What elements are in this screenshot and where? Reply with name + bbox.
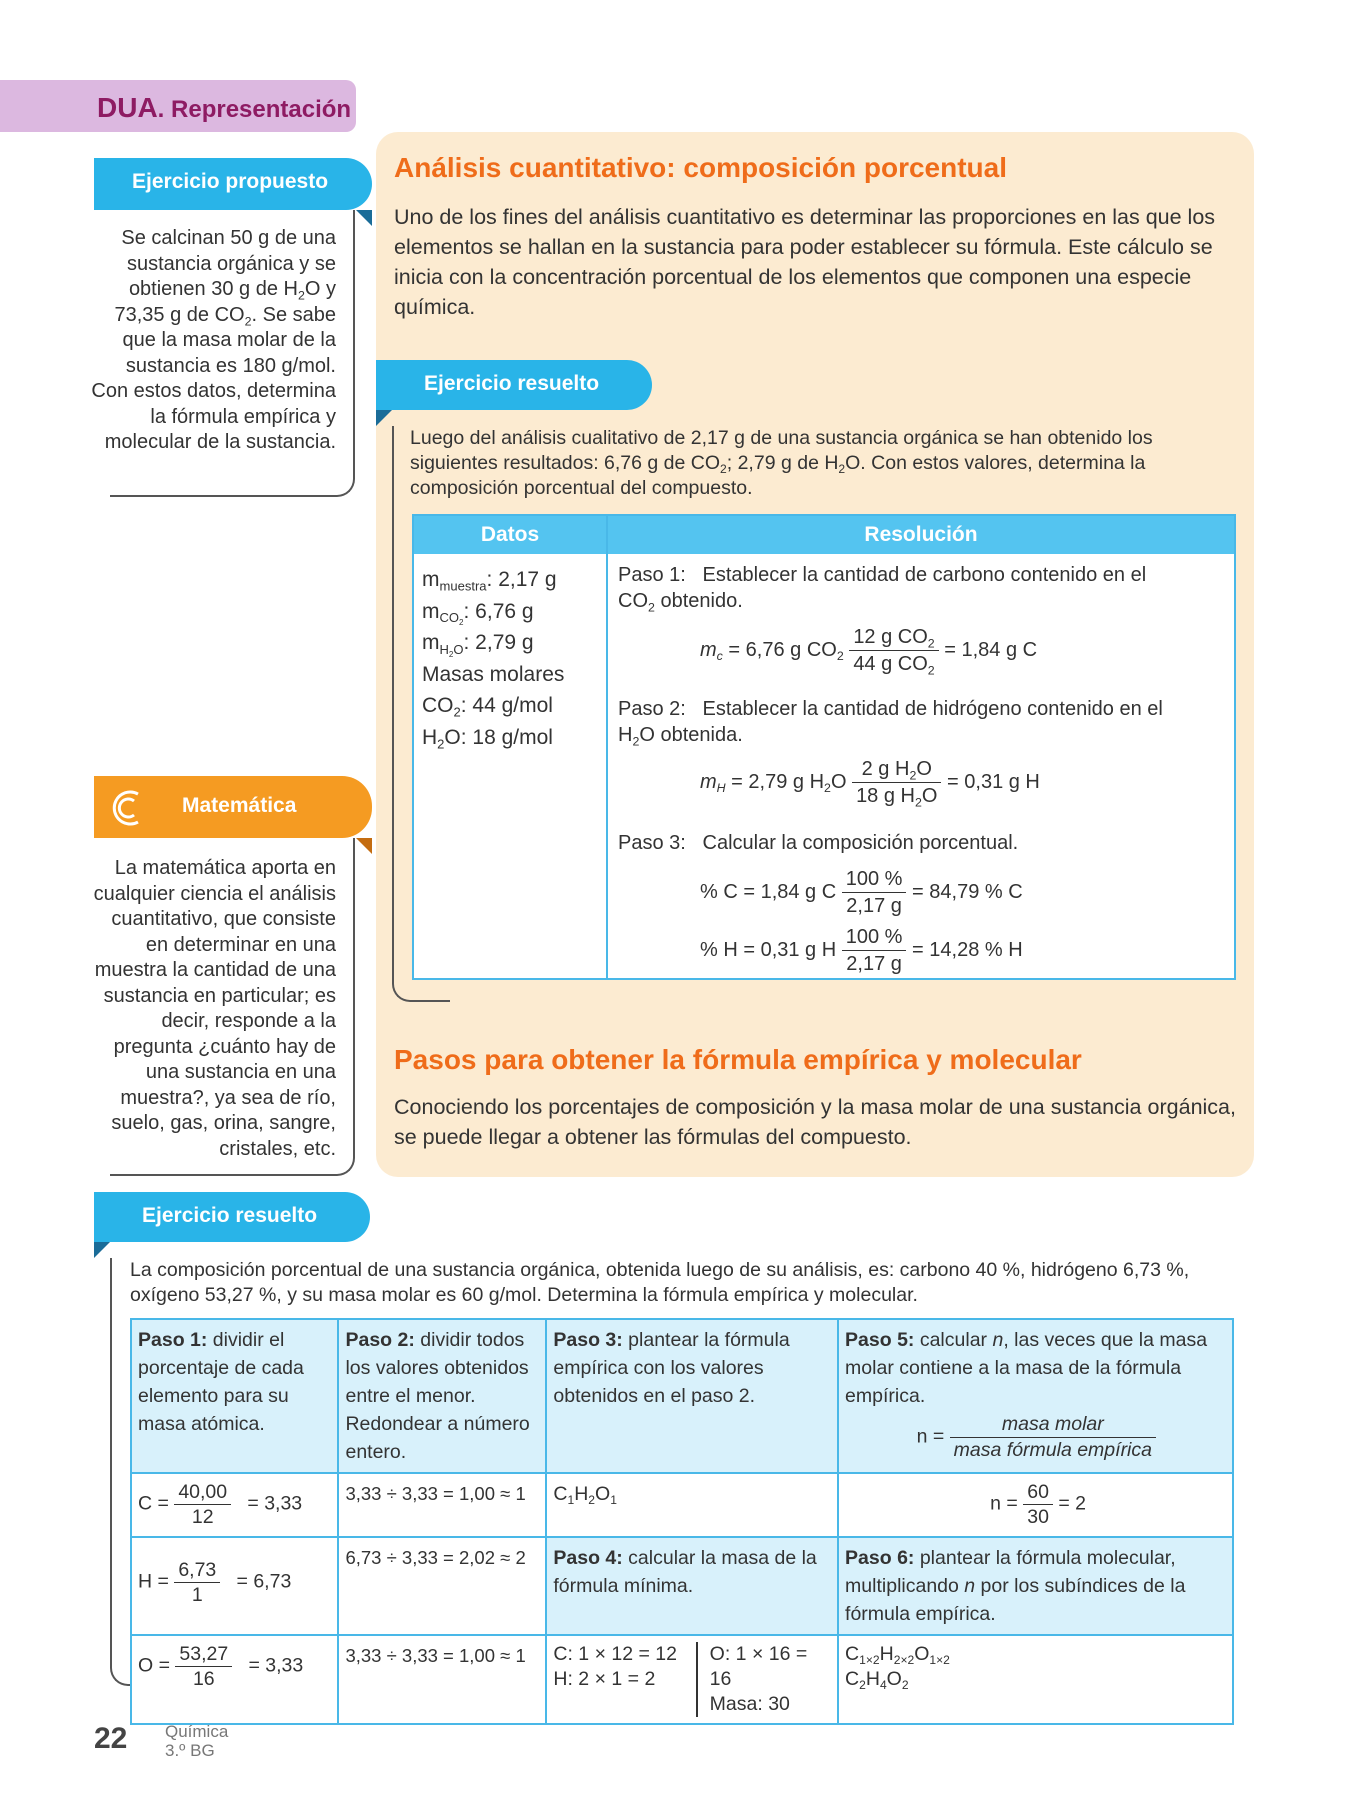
analisis-text: Uno de los fines del análisis cuantitativo es determinar las proporciones en las que los elementos se hallan en la sustancia para poder establecer su fórmula. Este cálculo se inicia con la concentración porcentual de los elementos que componen una especie química.: [394, 205, 1216, 319]
ejercicio-resuelto-title: Ejercicio resuelto: [424, 372, 600, 395]
ejercicio-resuelto-2-tab: [94, 1192, 370, 1242]
h-division: 6,73 ÷ 3,33 = 2,02 ≈ 2: [338, 1537, 546, 1635]
pasos-title: Pasos para obtener la fórmula empírica y molecular: [394, 1044, 1082, 1075]
matematica-text: La matemática aporta en cualquier ciencia el análisis cuantitativo, que consiste en determinar en una muestra la cantidad de una sustancia en particular; es decir, responde a la pregunta ¿cuánto hay de una sustancia en una muestra?, ya sea de río, suelo, gas, orina, sangre, cristales, etc.: [93, 857, 336, 1160]
table-row: [131, 1635, 1233, 1724]
ejercicio-resuelto-tab: [376, 360, 652, 410]
ejercicio-propuesto-title: Ejercicio propuesto: [132, 170, 329, 193]
tab-fold: [356, 838, 372, 854]
ejercicio-propuesto-tab: [94, 158, 372, 210]
formula-pc: % C = 1,84 g C $\frac{100 \%}{2,17 g}$ = 84,79 % C: [700, 868, 1023, 917]
tab-fold: [376, 410, 392, 426]
paso2-text: Paso 2: Establecer la cantidad de hidrógeno contenido en el $H_2O$ obtenida.: [618, 698, 1163, 749]
empirical-formula: $C_1H_2O_1$: [546, 1473, 838, 1537]
paso6-cell: Paso 6: plantear la fórmula molecular, multiplicando n por los subíndices de la fórmula empírica.: [838, 1537, 1233, 1635]
masa-right: O: 1 × 16 = 16 Masa: 30: [709, 1643, 808, 1715]
paso3-text: Paso 3: Calcular la composición porcentual.: [618, 832, 1019, 854]
o-division: 3,33 ÷ 3,33 = 1,00 ≈ 1: [338, 1635, 546, 1724]
footer-subject: Química 3.º BG: [165, 1722, 229, 1760]
analisis-title: Análisis cuantitativo: composición porcentual: [394, 152, 1007, 183]
paso1-text: Paso 1: Establecer la cantidad de carbono contenido en el $CO_2$ obtenido.: [618, 564, 1147, 615]
molecular-formula: $C_{1\times 2}H_{2\times 2}O_{1\times 2}$ $C_2H_4O_2$: [838, 1635, 1233, 1724]
n-formula: n = $\frac{\text{masa molar}}{\text{masa fórmula empírica}}$: [845, 1412, 1226, 1463]
datos-list: $m_{muestra}$: 2,17 g $m_{CO_2}$: 6,76 g $m_{H_2O}$: 2,79 g Masas molares $CO_2$: 44 g/mol $H_2O$: 18 g/mol: [422, 568, 565, 752]
table-row: [131, 1319, 1233, 1473]
table-row: [131, 1473, 1233, 1537]
ejercicio-propuesto-text: Se calcinan 50 g de una sustancia orgánica y se obtienen 30 g de $H_2O$ y 73,35 g de $CO_2$. Se sabe que la masa molar de la sustancia es 180 g/mol. Con estos datos, determina la fórmula empírica y molecular de la sustancia.: [91, 227, 336, 453]
datos-resolucion-table: [412, 514, 1236, 980]
paso4-cell: Paso 4: calcular la masa de la fórmula mínima.: [546, 1537, 838, 1635]
tab-fold: [94, 1242, 110, 1258]
formula-mc: $m_c = 6,76$ g $CO_2$ $\frac{12 g CO_2}{44 g CO_2}$ = 1,84 g C: [700, 626, 1038, 678]
pasos-text: Conociendo los porcentajes de composición y la masa molar de una sustancia orgánica, se puede llegar a obtener las fórmulas del compuesto.: [394, 1095, 1236, 1149]
formula-ph: % H = 0,31 g H $\frac{100 \%}{2,17 g}$ = 14,28 % H: [700, 926, 1023, 975]
page-number: 22: [94, 1722, 128, 1755]
paso2-cell: Paso 2: dividir todos los valores obtenidos entre el menor. Redondear a número entero.: [338, 1319, 546, 1473]
formula-steps-table: [130, 1318, 1234, 1725]
paso1-cell: Paso 1: dividir el porcentaje de cada elemento para su masa atómica.: [131, 1319, 338, 1473]
o-cell: O = $\frac{53,27}{16}$ = 3,33: [131, 1635, 338, 1724]
tab-fold: [356, 210, 372, 226]
formula-mh: $m_H = 2,79$ g $H_2O$ $\frac{2 g H_2O}{18 g H_2O}$ = 0,31 g H: [700, 758, 1040, 810]
ejercicio-resuelto-2-intro: La composición porcentual de una sustancia orgánica, obtenida luego de su análisis, es: carbono 40 %, hidrógeno 6,73 %, oxígeno 53,27 %, y su masa molar es 60 g/mol. Determina la fórmula empírica y molecular.: [130, 1259, 1190, 1306]
resolucion-header: Resolución: [608, 516, 1234, 554]
matematica-tab: [94, 776, 372, 838]
c-division: 3,33 ÷ 3,33 = 1,00 ≈ 1: [338, 1473, 546, 1537]
ejercicio-resuelto-2-title: Ejercicio resuelto: [142, 1204, 318, 1227]
masa-left: C: 1 × 12 = 12 H: 2 × 1 = 2: [553, 1642, 697, 1717]
paso3-cell: Paso 3: plantear la fórmula empírica con los valores obtenidos en el paso 2.: [546, 1319, 838, 1473]
h-cell: H = $\frac{6,73}{1}$ = 6,73: [131, 1537, 338, 1635]
masa-cell: [546, 1635, 838, 1724]
table-row: [131, 1537, 1233, 1635]
c-cell: C = $\frac{40,00}{12}$ = 3,33: [131, 1473, 338, 1537]
ejercicio-resuelto-intro: Luego del análisis cualitativo de 2,17 g de una sustancia orgánica se han obtenido los siguientes resultados: 6,76 g de $CO_2$; 2,79 g de $H_2O$. Con estos valores, determina la composición porcentual del compuesto.: [410, 427, 1153, 499]
matematica-title: Matemática: [182, 794, 297, 817]
paso5-cell: Paso 5: calcular n, las veces que la masa molar contiene a la masa de la fórmula empírica. n = $\frac{\text{masa molar}}{\text{masa fórmula empírica}}$: [838, 1319, 1233, 1473]
dua-label: DUA. Representación: [97, 92, 352, 123]
n-result: n = $\frac{60}{30}$ = 2: [838, 1473, 1233, 1537]
curve-icon: [108, 788, 148, 828]
column-divider: [606, 516, 608, 978]
datos-header: Datos: [414, 516, 606, 554]
